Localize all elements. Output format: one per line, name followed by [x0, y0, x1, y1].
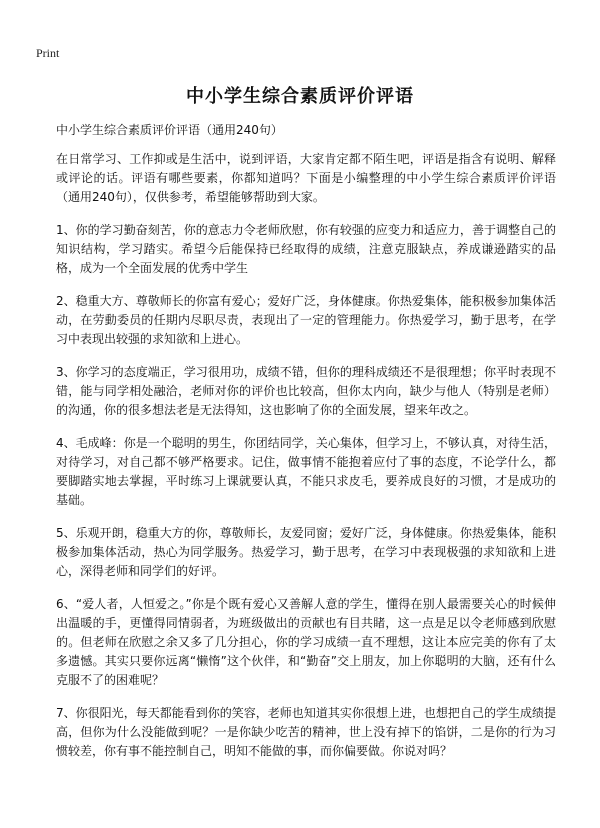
comment-item-6: 6、“爱人者，人恒爱之。”你是个既有爱心又善解人意的学生，懂得在别人最需要关心的时候伸出温暖的手，更懂得同情弱者，为班级做出的贡献也有目共睹，这一点是足以令老师感到欣慰的。但老师在欣慰之余又多了几分担心，你的学习成绩一直不理想，这让本应完美的你有了太多遗憾。其实只要你远离“懒惰”这个伙伴，和“勤奋”交上朋友，加上你聪明的大脑，还有什么克服不了的困难呢？ — [56, 597, 556, 687]
comment-item-5: 5、乐观开朗，稳重大方的你，尊敬师长，友爱同窗；爱好广泛，身体健康。你热爱集体，能积极参加集体活动，热心为同学服务。热爱学习，勤于思考，在学习中表现极强的求知欲和上进心，深得老师和同学们的好评。 — [56, 526, 556, 578]
comment-item-1: 1、你的学习勤奋刻苦，你的意志力令老师欣慰，你有较强的应变力和适应力，善于调整自己的知识结构，学习踏实。希望今后能保持已经取得的成绩，注意克服缺点，养成谦逊踏实的品格，成为一个全面发展的优秀中学生 — [56, 223, 556, 275]
print-link[interactable]: Print — [36, 46, 60, 60]
comment-item-3: 3、你学习的态度端正，学习很用功，成绩不错，但你的理科成绩还不是很理想；你平时表现不错，能与同学相处融洽，老师对你的评价也比较高，但你太内向，缺少与他人（特别是老师）的沟通，你的很多想法老是无法得知，这也影响了你的全面发展，望来年改之。 — [56, 365, 556, 417]
comment-item-2: 2、稳重大方、尊敬师长的你富有爱心；爱好广泛，身体健康。你热爱集体，能积极参加集体活动，在劳動委员的任期内尽职尽责，表现出了一定的管理能力。你热爱学习，勤于思考，在学习中表现出较强的求知欲和上进心。 — [56, 294, 556, 346]
article-body — [56, 150, 556, 775]
page-title: 中小学生综合素质评价评语 — [186, 86, 414, 107]
intro-paragraph: 在日常学习、工作抑或是生活中，说到评语，大家肯定都不陌生吧，评语是指含有说明、解释或评论的话。评语有哪些要素，你都知道吗？下面是小编整理的中小学生综合素质评价评语（通用240句），仅供参考，希望能够帮助到大家。 — [56, 152, 556, 204]
comment-item-7: 7、你很阳光，每天都能看到你的笑容，老师也知道其实你很想上进，也想把自己的学生成绩提高，但你为什么没能做到呢？一是你缺少吃苦的精神，世上没有掉下的馅饼，二是你的行为习惯较差，你有事不能控制自己，明知不能做的事，而你偏要做。你说对吗？ — [56, 706, 556, 758]
comment-item-4: 4、毛成峰：你是一个聪明的男生，你团结同学，关心集体，但学习上，不够认真，对待生活，对待学习，对自己都不够严格要求。记住，做事情不能抱着应付了事的态度，不论学什么，都要脚踏实地去掌握，平时练习上课就要认真，不能只求皮毛，要养成良好的习惯，才是成功的基础。 — [56, 436, 556, 507]
article-subtitle: 中小学生综合素质评价评语（通用240句） — [56, 123, 283, 137]
